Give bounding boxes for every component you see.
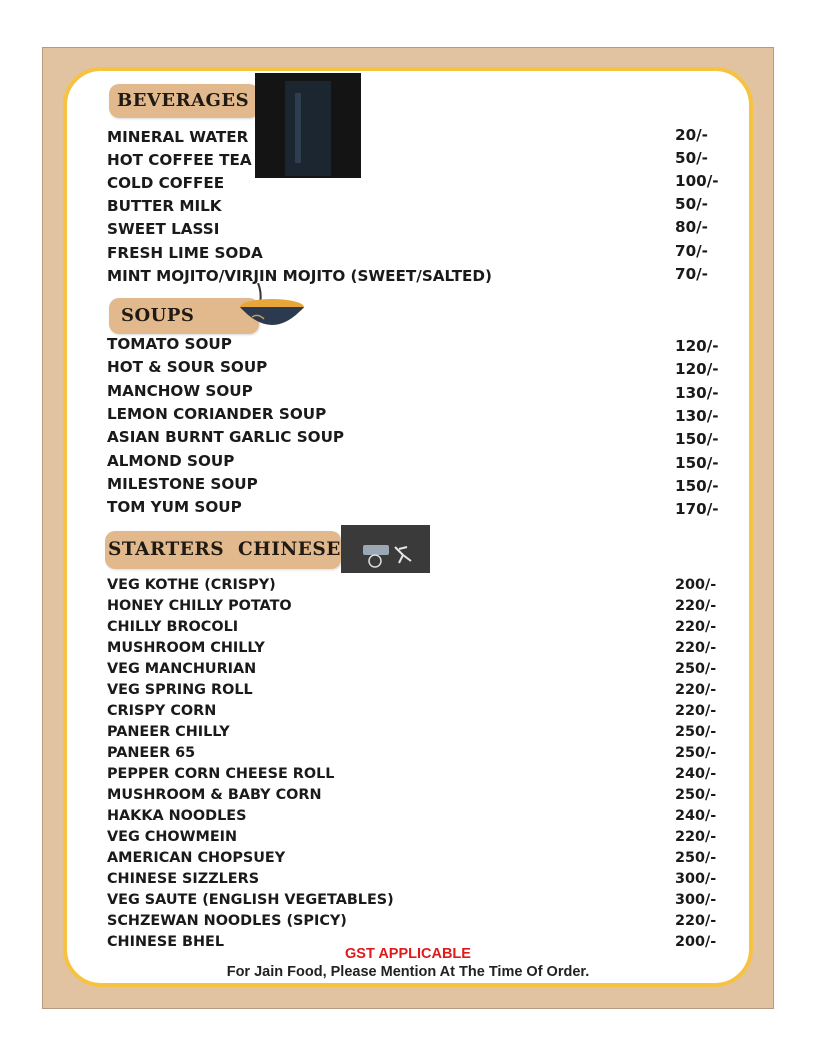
menu-item-row <box>107 808 720 830</box>
menu-item-price: 300/- <box>675 871 717 887</box>
menu-item-name: PEPPER CORN CHEESE ROLL <box>107 766 335 782</box>
menu-item-row <box>107 358 720 380</box>
menu-item-price: 170/- <box>675 500 719 519</box>
menu-item-price: 20/- <box>675 126 708 144</box>
menu-item-price: 50/- <box>675 149 708 168</box>
menu-item-row <box>107 128 720 150</box>
menu-item-row <box>107 766 720 788</box>
menu-item-price: 220/- <box>675 703 717 719</box>
menu-item-row <box>107 913 720 935</box>
menu-item-price: 220/- <box>675 619 717 635</box>
menu-item-row <box>107 745 720 767</box>
menu-item-price: 220/- <box>675 640 717 656</box>
menu-item-row <box>107 661 720 683</box>
menu-item-name: HOT & SOUR SOUP <box>107 358 268 377</box>
chinese-cart-image <box>341 525 430 573</box>
menu-item-price: 240/- <box>675 766 717 782</box>
menu-item-price: 250/- <box>675 724 717 740</box>
menu-item-price: 250/- <box>675 661 717 677</box>
menu-item-row <box>107 871 720 893</box>
menu-item-row <box>107 382 720 404</box>
menu-item-name: LEMON CORIANDER SOUP <box>107 404 327 423</box>
menu-item-name: MUSHROOM & BABY CORN <box>107 787 322 803</box>
menu-item-price: 70/- <box>675 264 708 283</box>
menu-item-row <box>107 335 720 357</box>
menu-item-row <box>107 892 720 914</box>
menu-item-row <box>107 428 720 450</box>
menu-item-name: AMERICAN CHOPSUEY <box>107 850 286 866</box>
menu-item-price: 240/- <box>675 808 717 824</box>
menu-item-row <box>107 220 720 242</box>
menu-item-name: VEG MANCHURIAN <box>107 661 257 677</box>
menu-item-name: HONEY CHILLY POTATO <box>107 598 292 614</box>
menu-item-name: HOT COFFEE TEA <box>107 151 252 170</box>
menu-item-price: 220/- <box>675 913 717 929</box>
menu-item-price: 220/- <box>675 829 717 845</box>
menu-item-name: TOMATO SOUP <box>107 335 232 353</box>
menu-item-name: SWEET LASSI <box>107 220 220 239</box>
jain-food-note: For Jain Food, Please Mention At The Time Of Order. <box>226 964 590 980</box>
menu-item-row <box>107 498 720 520</box>
menu-item-price: 220/- <box>675 598 717 614</box>
menu-item-price: 200/- <box>675 934 717 950</box>
menu-item-row <box>107 197 720 219</box>
menu-item-name: VEG SPRING ROLL <box>107 682 253 698</box>
menu-item-name: CHINESE SIZZLERS <box>107 871 260 887</box>
menu-item-name: VEG KOTHE (CRISPY) <box>107 577 276 593</box>
section-heading-soups: SOUPS <box>109 298 259 334</box>
menu-item-row <box>107 850 720 872</box>
menu-item-price: 100/- <box>675 172 719 191</box>
menu-item-row <box>107 241 720 266</box>
menu-item-price: 120/- <box>675 337 719 355</box>
menu-item-row <box>107 405 720 427</box>
menu-item-name: HAKKA NOODLES <box>107 808 247 824</box>
menu-item-name: COLD COFFEE <box>107 174 225 193</box>
menu-item-name: ASIAN BURNT GARLIC SOUP <box>107 428 345 447</box>
menu-item-row <box>107 598 720 620</box>
menu-item-row <box>107 619 720 641</box>
menu-item-row <box>107 703 720 725</box>
menu-item-price: 150/- <box>675 430 719 449</box>
menu-item-price: 200/- <box>675 577 717 593</box>
menu-item-row <box>107 174 720 196</box>
menu-item-name: MANCHOW SOUP <box>107 381 253 400</box>
menu-item-name: SCHZEWAN NOODLES (SPICY) <box>107 913 347 929</box>
menu-item-name: ALMOND SOUP <box>107 451 235 470</box>
menu-item-name: CRISPY CORN <box>107 703 217 719</box>
menu-item-name: TOM YUM SOUP <box>107 498 242 517</box>
menu-item-price: 80/- <box>675 218 708 237</box>
menu-item-price: 250/- <box>675 850 717 866</box>
menu-item-name: BUTTER MILK <box>107 197 222 216</box>
menu-item-price: 220/- <box>675 682 717 698</box>
menu-item-row <box>107 151 720 173</box>
menu-item-price: 250/- <box>675 787 717 803</box>
menu-item-price: 150/- <box>675 476 719 495</box>
menu-item-row <box>107 577 720 599</box>
menu-item-row <box>107 829 720 851</box>
menu-item-name: MINT MOJITO/VIRJIN MOJITO (SWEET/SALTED) <box>107 266 492 285</box>
section-heading-starters-chinese: STARTERS CHINESE <box>105 531 341 569</box>
menu-item-price: 300/- <box>675 892 717 908</box>
menu-item-row <box>107 787 720 809</box>
menu-item-name: VEG CHOWMEIN <box>107 829 238 845</box>
section-heading-beverages: BEVERAGES <box>109 84 259 118</box>
gst-note: GST APPLICABLE <box>345 946 471 962</box>
menu-item-price: 120/- <box>675 360 719 379</box>
menu-item-row <box>107 724 720 746</box>
menu-item-price: 130/- <box>675 383 719 402</box>
menu-item-row <box>107 640 720 662</box>
menu-item-name: CHILLY BROCOLI <box>107 619 239 635</box>
menu-item-name: VEG SAUTE (ENGLISH VEGETABLES) <box>107 892 394 908</box>
menu-item-price: 50/- <box>675 195 708 214</box>
menu-item-name: MILESTONE SOUP <box>107 474 258 493</box>
menu-item-price: 130/- <box>675 406 719 425</box>
menu-item-name: CHINESE BHEL <box>107 934 225 950</box>
menu-item-row <box>107 682 720 704</box>
menu-item-row <box>107 452 720 474</box>
menu-item-name: MINERAL WATER <box>107 128 249 146</box>
menu-item-price: 250/- <box>675 745 717 761</box>
soup-bowl-image <box>238 283 306 335</box>
menu-item-row <box>107 264 720 289</box>
menu-item-name: PANEER CHILLY <box>107 724 230 740</box>
menu-item-name: MUSHROOM CHILLY <box>107 640 265 656</box>
menu-item-price: 70/- <box>675 241 708 260</box>
menu-item-row <box>107 475 720 497</box>
menu-item-price: 150/- <box>675 453 719 472</box>
menu-item-name: PANEER 65 <box>107 745 196 761</box>
menu-item-name: FRESH LIME SODA <box>107 243 263 262</box>
